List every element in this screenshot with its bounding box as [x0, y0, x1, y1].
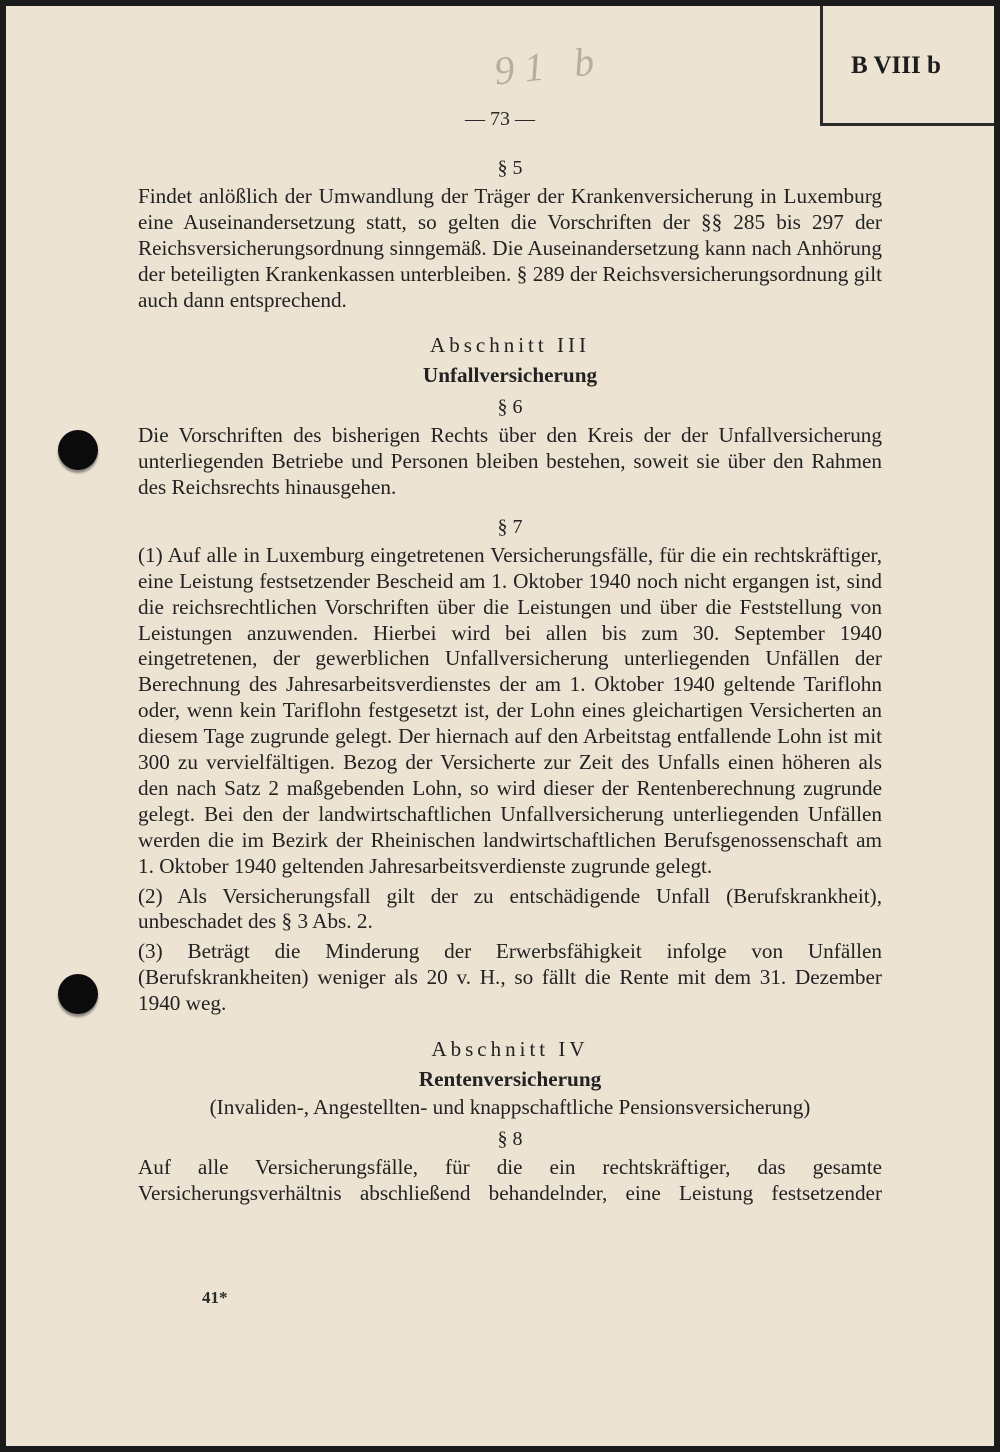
section-8-heading: § 8: [497, 1127, 523, 1150]
footer-signature: 41*: [202, 1288, 228, 1307]
section-5-heading: § 5: [497, 157, 523, 179]
punch-hole-icon: [58, 430, 98, 470]
section-8-text: Auf alle Versicherungsfälle, für die ein rechtskräftiger, das gesamte Versicherungsverhältnis abschließend behandelnder, eine Leistung festsetzender: [138, 1154, 882, 1205]
document-page: [6, 6, 994, 1446]
box-label-text: B VIII b: [851, 52, 941, 79]
section-7-paragraph-1: (1) Auf alle in Luxemburg eingetretenen Versicherungsfälle, für die ein rechtskräftiger, eine Leistung festsetzender Bescheid am 1. Oktober 1940 noch nicht ergangen ist, sind die reichsrechtlichen Vorschriften über die Leistungen und über die Feststellung von Leistungen anzuwenden. Hierbei wird bei allen bis zum 30. September 1940 eingetretenen, der gewerblichen Unfallversicherung unterliegenden Unfällen der Berechnung des Jahresarbeitsverdienstes der am 1. Oktober 1940 geltende Tariflohn oder, wenn kein Tariflohn festgesetzt ist, der Lohn eines gleichartigen Versicherten an diesem Tage zugrunde gelegt. Der hiernach auf den Arbeitstag entfallende Lohn ist mit 300 zu vervielfältigen. Bezog der Versicherte zur Zeit des Unfalls einen höheren als den nach Satz 2 maßgebenden Lohn, so wird dieser der Rentenberechnung zugrunde gelegt. Bei den der landwirtschaftlichen Unfallversicherung unterliegenden Unfällen werden die im Bezirk der Rheinischen landwirtschaftlichen Berufsgenossenschaft am 1. Oktober 1940 geltenden Jahresarbeitsverdienste zugrunde gelegt.: [138, 542, 882, 878]
section-7-heading: § 7: [497, 515, 523, 538]
page-number: — 73 —: [465, 108, 535, 130]
punch-hole-icon: [58, 974, 98, 1014]
section-7-paragraph-2: (2) Als Versicherungsfall gilt der zu entschädigende Unfall (Berufskrankheit), unbeschadet des § 3 Abs. 2.: [138, 883, 882, 934]
abschnitt-3-heading: Abschnitt III: [430, 333, 590, 358]
section-7-paragraph-3: (3) Beträgt die Minderung der Erwerbsfähigkeit infolge von Unfällen (Berufskrankheiten) weniger als 20 v. H., so fällt die Rente mit dem 31. Dezember 1940 weg.: [138, 939, 882, 1016]
section-6-text: Die Vorschriften des bisherigen Rechts über den Kreis der der Unfallversicherung unterliegenden Betriebe und Personen bleiben bestehen, soweit sie über den Rahmen des Reichsrechts hinausgehen.: [138, 423, 882, 499]
section-5-text: Findet anlößlich der Umwandlung der Träger der Krankenversicherung in Luxemburg eine Auseinandersetzung statt, so gelten die Vorschriften der §§ 285 bis 297 der Reichsversicherungsordnung sinngemäß. Die Auseinandersetzung kann nach Anhörung der beteiligten Krankenkassen unterbleiben. § 289 der Reichsversicherungsordnung gilt auch dann entsprechend.: [138, 183, 882, 312]
pencil-annotation: 91 b: [491, 37, 607, 94]
document-body: [138, 156, 882, 1207]
abschnitt-4-heading: Abschnitt IV: [431, 1037, 589, 1062]
abschnitt-4-subtitle: Rentenversicherung: [418, 1067, 602, 1091]
section-6-heading: § 6: [497, 396, 523, 419]
abschnitt-3-subtitle: Unfallversicherung: [422, 363, 598, 388]
abschnitt-4-subsubtitle: (Invaliden-, Angestellten- und knappschaftliche Pensionsversicherung): [209, 1094, 811, 1119]
